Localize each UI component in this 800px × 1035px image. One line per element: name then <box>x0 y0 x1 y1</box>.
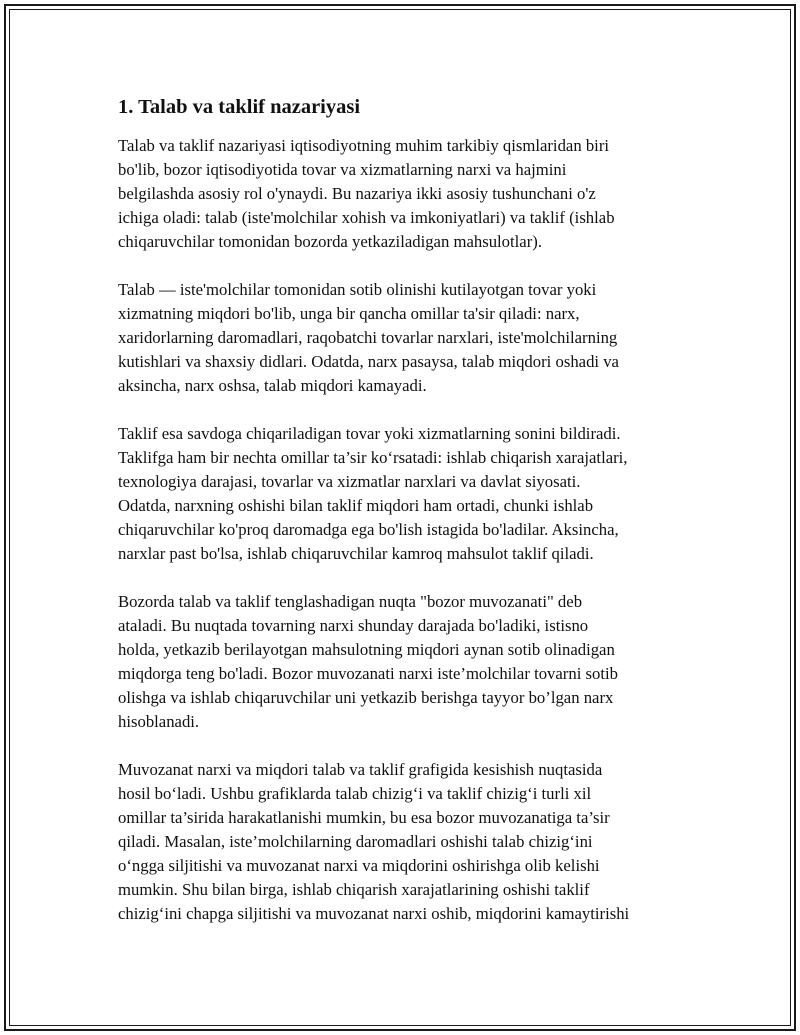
text-line: xaridorlarning daromadlari, raqobatchi tovarlar narxlari, iste'molchilarning <box>118 328 618 347</box>
document-title: 1. Talab va taklif nazariyasi <box>118 96 361 118</box>
text-line: Odatda, narxning oshishi bilan taklif miqdori ham ortadi, chunki ishlab <box>118 496 594 515</box>
text-line: qiladi. Masalan, iste’molchilarning daromadlari oshishi talab chizig‘ini <box>118 832 593 851</box>
text-line: o‘ngga siljitishi va muvozanat narxi va miqdorini oshirishga olib kelishi <box>118 856 600 875</box>
text-line: ataladi. Bu nuqtada tovarning narxi shunday darajada bo'ladiki, istisno <box>118 616 589 635</box>
text-line: Taklifga ham bir nechta omillar ta’sir ko‘rsatadi: ishlab chiqarish xarajatlari, <box>118 448 628 467</box>
text-line: Bozorda talab va taklif tenglashadigan nuqta "bozor muvozanati" deb <box>118 592 583 611</box>
document-body <box>118 92 718 950</box>
text-line: bo'lib, bozor iqtisodiyotida tovar va xizmatlarning narxi va hajmini <box>118 160 567 179</box>
text-line: belgilashda asosiy rol o'ynaydi. Bu nazariya ikki asosiy tushunchani o'z <box>118 184 596 203</box>
text-line: Taklif esa savdoga chiqariladigan tovar yoki xizmatlarning sonini bildiradi. <box>118 424 621 443</box>
text-line: hisoblanadi. <box>118 712 200 731</box>
text-line: narxlar past bo'lsa, ishlab chiqaruvchilar kamroq mahsulot taklif qiladi. <box>118 544 594 563</box>
paragraph-3 <box>118 422 718 566</box>
text-line: omillar ta’sirida harakatlanishi mumkin, bu esa bozor muvozanatiga ta’sir <box>118 808 610 827</box>
text-line: Talab va taklif nazariyasi iqtisodiyotning muhim tarkibiy qismlaridan biri <box>118 136 610 155</box>
text-line: chizig‘ini chapga siljitishi va muvozanat narxi oshib, miqdorini kamaytirishi <box>118 904 630 923</box>
text-line: olishga va ishlab chiqaruvchilar uni yetkazib berishga tayyor bo’lgan narx <box>118 688 614 707</box>
text-line: kutishlari va shaxsiy didlari. Odatda, narx pasaysa, talab miqdori oshadi va <box>118 352 619 371</box>
text-line: xizmatning miqdori bo'lib, unga bir qancha omillar ta'sir qiladi: narx, <box>118 304 580 323</box>
text-line: Muvozanat narxi va miqdori talab va taklif grafigida kesishish nuqtasida <box>118 760 603 779</box>
paragraph-5 <box>118 758 718 926</box>
paragraph-1 <box>118 134 718 254</box>
text-line: chiqaruvchilar ko'proq daromadga ega bo'lish istagida bo'ladilar. Aksincha, <box>118 520 619 539</box>
text-line: Talab — iste'molchilar tomonidan sotib olinishi kutilayotgan tovar yoki <box>118 280 597 299</box>
text-line: texnologiya darajasi, tovarlar va xizmatlar narxlari va davlat siyosati. <box>118 472 581 491</box>
text-line: holda, yetkazib berilayotgan mahsulotning miqdori aynan sotib olinadigan <box>118 640 615 659</box>
text-line: mumkin. Shu bilan birga, ishlab chiqarish xarajatlarining oshishi taklif <box>118 880 590 899</box>
text-line: hosil bo‘ladi. Ushbu grafiklarda talab chizig‘i va taklif chizig‘i turli xil <box>118 784 592 803</box>
text-line: ichiga oladi: talab (iste'molchilar xohish va imkoniyatlari) va taklif (ishlab <box>118 208 615 227</box>
text-line: miqdorga teng bo'ladi. Bozor muvozanati narxi iste’molchilar tovarni sotib <box>118 664 618 683</box>
text-line: aksincha, narx oshsa, talab miqdori kamayadi. <box>118 376 427 395</box>
paragraph-2 <box>118 278 718 398</box>
paragraph-4 <box>118 590 718 734</box>
text-line: chiqaruvchilar tomonidan bozorda yetkaziladigan mahsulotlar). <box>118 232 542 251</box>
